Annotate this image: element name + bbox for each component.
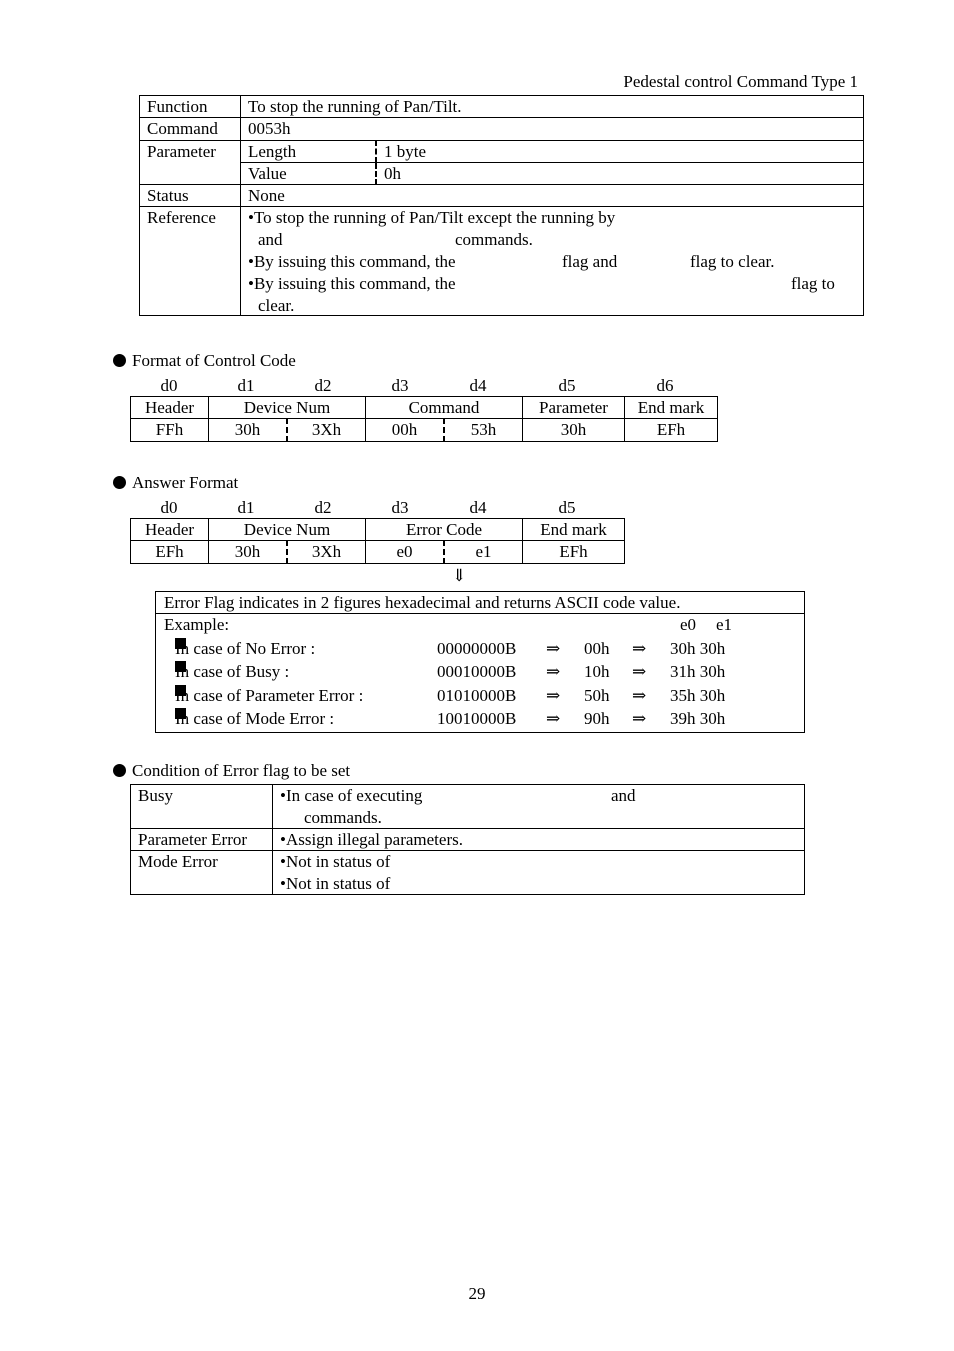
value-cell: 30h bbox=[209, 419, 288, 441]
arrow-icon: ⇒ bbox=[632, 662, 647, 681]
reference-line-3c: flag to clear. bbox=[690, 252, 775, 272]
control-code-title-text: Format of Control Code bbox=[132, 351, 296, 370]
value-cell: 00h bbox=[366, 419, 445, 441]
answer-title-text: Answer Format bbox=[132, 473, 239, 492]
parameter-error-label: Parameter Error bbox=[131, 829, 273, 851]
d-label: d3 bbox=[391, 376, 409, 395]
d-label: d1 bbox=[237, 498, 255, 517]
mode-line-1: •Not in status of bbox=[280, 852, 391, 872]
d-label: d0 bbox=[160, 498, 178, 517]
reference-value bbox=[241, 207, 864, 316]
error-binary: 00010000B bbox=[437, 662, 517, 681]
reference-line-2a: and bbox=[258, 230, 283, 250]
end-mark-cell: End mark bbox=[625, 397, 718, 419]
value-cell: e0 bbox=[366, 541, 445, 563]
value-value: 0h bbox=[376, 162, 864, 184]
control-code-section-title bbox=[113, 350, 296, 371]
example-label: Example: bbox=[164, 615, 230, 634]
busy-value bbox=[273, 785, 805, 829]
d-label: d3 bbox=[391, 498, 409, 517]
value-cell: e1 bbox=[444, 541, 523, 563]
arrow-icon: ⇒ bbox=[546, 638, 561, 658]
device-num-cell: Device Num bbox=[209, 519, 366, 541]
error-case-label: In case of Busy : bbox=[175, 662, 290, 681]
header-cell: Header bbox=[131, 519, 209, 541]
reference-line-5: clear. bbox=[258, 296, 295, 316]
value-cell: 30h bbox=[523, 419, 625, 441]
error-row bbox=[156, 685, 804, 709]
d-label: d4 bbox=[469, 376, 487, 395]
length-label: Length bbox=[241, 140, 377, 162]
bullet-icon bbox=[113, 764, 126, 777]
error-ascii: 30h 30h bbox=[670, 638, 726, 658]
answer-d-labels bbox=[0, 497, 954, 517]
arrow-icon: ⇒ bbox=[632, 709, 647, 728]
condition-table bbox=[130, 784, 805, 895]
value-cell: EFh bbox=[523, 541, 625, 563]
end-mark-cell: End mark bbox=[523, 519, 625, 541]
error-row bbox=[156, 708, 804, 732]
value-cell: 3Xh bbox=[287, 541, 366, 563]
error-flag-box bbox=[155, 591, 805, 733]
arrow-icon: ⇒ bbox=[546, 685, 561, 705]
d-label: d2 bbox=[314, 376, 332, 395]
mode-line-2: •Not in status of bbox=[280, 873, 391, 893]
command-spec-table bbox=[139, 95, 864, 316]
error-ascii: 39h 30h bbox=[670, 709, 726, 728]
control-code-table bbox=[130, 396, 718, 442]
reference-label: Reference bbox=[140, 207, 241, 316]
d-label: d2 bbox=[314, 498, 332, 517]
value-cell: 53h bbox=[444, 419, 523, 441]
arrow-icon: ⇒ bbox=[632, 638, 647, 658]
reference-line-3a: •By issuing this command, the bbox=[248, 252, 456, 272]
d-label: d6 bbox=[656, 376, 674, 395]
error-case-label: In case of Mode Error : bbox=[175, 709, 335, 728]
error-code-cell: Error Code bbox=[366, 519, 523, 541]
device-num-cell: Device Num bbox=[209, 397, 366, 419]
answer-table bbox=[130, 518, 625, 564]
error-hex: 90h bbox=[584, 709, 610, 728]
error-row bbox=[156, 638, 804, 662]
error-ascii: 35h 30h bbox=[670, 685, 726, 705]
error-binary: 01010000B bbox=[437, 685, 517, 705]
error-binary: 00000000B bbox=[437, 638, 517, 658]
page-header: Pedestal control Command Type 1 bbox=[623, 72, 858, 91]
error-flag-intro: Error Flag indicates in 2 figures hexadecimal and returns ASCII code value. bbox=[156, 592, 804, 614]
page-number: 29 bbox=[468, 1284, 486, 1303]
command-label: Command bbox=[140, 118, 241, 140]
bullet-icon bbox=[113, 476, 126, 489]
busy-and: and bbox=[611, 786, 636, 805]
arrow-icon: ⇒ bbox=[546, 662, 561, 681]
error-hex: 50h bbox=[584, 685, 610, 705]
mode-error-value bbox=[273, 851, 805, 895]
reference-line-2b: commands. bbox=[455, 230, 533, 250]
reference-line-1: •To stop the running of Pan/Tilt except the running by bbox=[248, 208, 616, 228]
d-label: d5 bbox=[558, 376, 576, 395]
status-value: None bbox=[241, 185, 864, 207]
d-label: d0 bbox=[160, 376, 178, 395]
value-cell: EFh bbox=[625, 419, 718, 441]
value-cell: 30h bbox=[209, 541, 288, 563]
e1-label: e1 bbox=[716, 615, 733, 634]
e0-label: e0 bbox=[680, 615, 697, 634]
error-binary: 10010000B bbox=[437, 709, 517, 728]
command-value: 0053h bbox=[241, 118, 864, 140]
error-case-label: In case of Parameter Error : bbox=[175, 685, 364, 705]
error-hex: 10h bbox=[584, 662, 610, 681]
parameter-cell: Parameter bbox=[523, 397, 625, 419]
error-ascii: 31h 30h bbox=[670, 662, 726, 681]
status-label: Status bbox=[140, 185, 241, 207]
busy-line-1: •In case of executing bbox=[280, 786, 423, 805]
error-case-label: In case of No Error : bbox=[175, 638, 316, 658]
bullet-icon bbox=[113, 354, 126, 367]
condition-title-text: Condition of Error flag to be set bbox=[132, 761, 351, 780]
function-label: Function bbox=[140, 96, 241, 118]
arrow-icon: ⇒ bbox=[632, 685, 647, 705]
error-row bbox=[156, 661, 804, 685]
answer-section-title bbox=[113, 472, 238, 493]
busy-label: Busy bbox=[131, 785, 273, 829]
condition-section-title bbox=[113, 760, 350, 781]
header-cell: Header bbox=[131, 397, 209, 419]
reference-line-3b: flag and bbox=[562, 252, 618, 272]
down-arrow-icon: ⇓ bbox=[452, 566, 467, 585]
value-cell: FFh bbox=[131, 419, 209, 441]
reference-line-4a: •By issuing this command, the bbox=[248, 274, 456, 294]
function-value: To stop the running of Pan/Tilt. bbox=[241, 96, 864, 118]
parameter-error-value: •Assign illegal parameters. bbox=[273, 829, 805, 851]
control-code-d-labels bbox=[0, 375, 954, 395]
parameter-label: Parameter bbox=[140, 140, 241, 185]
busy-line-2: commands. bbox=[304, 808, 382, 827]
length-value: 1 byte bbox=[376, 140, 864, 162]
error-hex: 00h bbox=[584, 638, 610, 658]
d-label: d1 bbox=[237, 376, 255, 395]
value-label: Value bbox=[241, 162, 377, 184]
mode-error-label: Mode Error bbox=[131, 851, 273, 895]
example-row bbox=[156, 614, 804, 638]
value-cell: 3Xh bbox=[287, 419, 366, 441]
value-cell: EFh bbox=[131, 541, 209, 563]
command-cell: Command bbox=[366, 397, 523, 419]
d-label: d4 bbox=[469, 498, 487, 517]
arrow-icon: ⇒ bbox=[546, 709, 561, 728]
d-label: d5 bbox=[558, 498, 576, 517]
reference-line-4b: flag to bbox=[791, 274, 835, 294]
